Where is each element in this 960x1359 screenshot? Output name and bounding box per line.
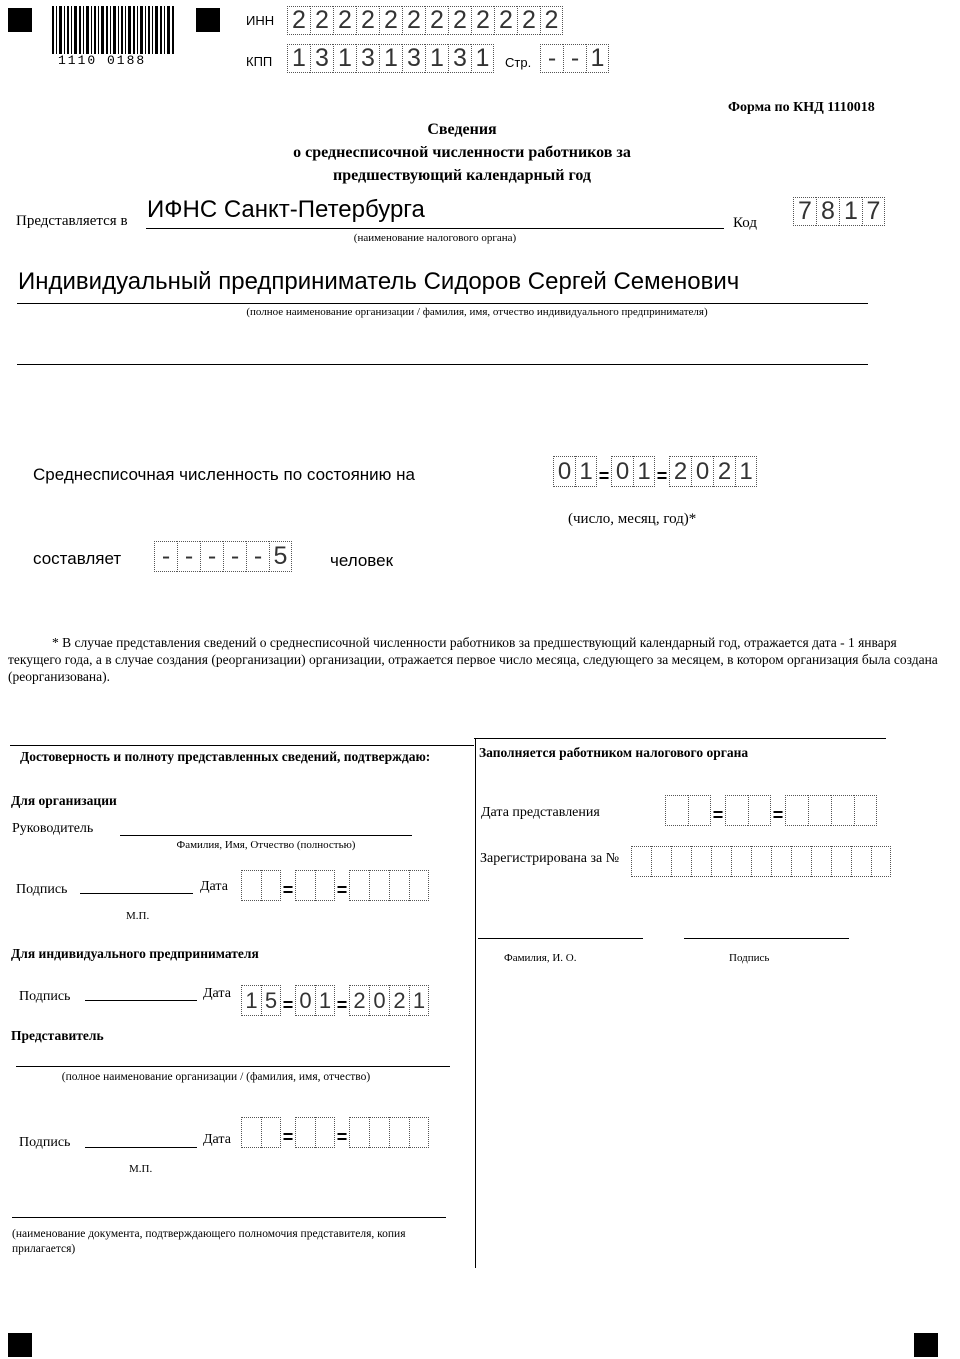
code-cells[interactable]: [793, 197, 885, 226]
rep-sign-line[interactable]: [85, 1147, 197, 1148]
digit-cell[interactable]: 2: [356, 6, 379, 35]
digit-cell[interactable]: [811, 846, 831, 877]
digit-cell[interactable]: -: [540, 44, 563, 73]
digit-cell[interactable]: 8: [816, 197, 839, 226]
barcode-number: 1110 0188: [58, 53, 147, 68]
kpp-cells[interactable]: [287, 44, 494, 73]
digit-cell[interactable]: [831, 795, 854, 826]
rep-date-label: Дата: [203, 1132, 231, 1147]
digit-cell[interactable]: [295, 1117, 315, 1148]
tax-name-line[interactable]: [478, 938, 643, 939]
digit-cell[interactable]: [241, 1117, 261, 1148]
digit-cell[interactable]: [851, 846, 871, 877]
digit-cell[interactable]: [651, 846, 671, 877]
digit-cell[interactable]: [691, 846, 711, 877]
tax-sign-line[interactable]: [684, 938, 849, 939]
head-label: Руководитель: [12, 821, 94, 836]
authority-caption: (наименование налогового органа): [353, 232, 517, 244]
confirm-top-line: [10, 745, 474, 746]
tax-reg-cells[interactable]: [631, 846, 891, 877]
tax-office-top-line: [474, 738, 886, 739]
digit-cell[interactable]: 2: [379, 6, 402, 35]
org-heading: Для организации: [11, 793, 117, 808]
digit-cell[interactable]: [409, 1117, 429, 1148]
rep-heading: Представитель: [11, 1028, 104, 1043]
digit-cell[interactable]: 1: [333, 44, 356, 73]
tax-name-caption: Фамилия, И. О.: [504, 952, 577, 964]
digit-cell[interactable]: 2: [448, 6, 471, 35]
digit-cell[interactable]: [349, 1117, 369, 1148]
digit-cell[interactable]: [295, 870, 315, 901]
head-underline[interactable]: [120, 835, 412, 836]
rep-date-cells[interactable]: [241, 1117, 429, 1148]
digit-cell[interactable]: 7: [862, 197, 885, 226]
digit-cell[interactable]: 2: [540, 6, 563, 35]
digit-cell[interactable]: 0: [369, 985, 389, 1016]
digit-cell[interactable]: 2: [494, 6, 517, 35]
digit-cell[interactable]: 1: [633, 456, 655, 487]
digit-cell[interactable]: 0: [553, 456, 575, 487]
date-separator: =: [336, 995, 348, 1015]
footnote: * В случае представления сведений о среднесписочной численности работников за предшествующий календарный год, отражается дата - 1 января текущего года, а в случае создания (реорганизации) организации, отражается первое число месяца, следующего за месяцем, в котором организация была создана (реорганизована).: [8, 635, 938, 684]
organization-caption: (полное наименование организации / фамилия, имя, отчество индивидуального предпринимателя): [246, 306, 708, 318]
digit-cell[interactable]: 2: [310, 6, 333, 35]
digit-cell[interactable]: 1: [586, 44, 609, 73]
headcount-date-cells[interactable]: [553, 456, 757, 487]
date-separator: =: [772, 805, 784, 825]
digit-cell[interactable]: [725, 795, 748, 826]
digit-cell[interactable]: [665, 795, 688, 826]
digit-cell[interactable]: 5: [269, 541, 292, 572]
digit-cell[interactable]: 2: [389, 985, 409, 1016]
date-separator: =: [336, 880, 348, 900]
rep-doc-line[interactable]: [12, 1217, 446, 1218]
digit-cell[interactable]: [261, 1117, 281, 1148]
inn-cells[interactable]: [287, 6, 563, 35]
tax-reg-label: Зарегистрирована за №: [480, 851, 620, 866]
date-separator: =: [598, 466, 610, 486]
digit-cell[interactable]: [871, 846, 891, 877]
digit-cell[interactable]: 5: [261, 985, 281, 1016]
digit-cell[interactable]: 1: [471, 44, 494, 73]
digit-cell[interactable]: -: [177, 541, 200, 572]
digit-cell[interactable]: 2: [517, 6, 540, 35]
org-sign-line[interactable]: [80, 893, 193, 894]
corner-marker-top-left: [8, 8, 32, 32]
date-separator: =: [336, 1127, 348, 1147]
organization-underline: [17, 303, 868, 304]
tax-sign-caption: Подпись: [729, 952, 770, 964]
digit-cell[interactable]: 1: [409, 985, 429, 1016]
rep-stamp: М.П.: [129, 1163, 153, 1175]
digit-cell[interactable]: [261, 870, 281, 901]
rep-caption: (полное наименование организации / (фамилия, имя, отчество): [61, 1071, 371, 1083]
authority-underline: [146, 228, 724, 229]
ip-date-label: Дата: [203, 986, 231, 1001]
tax-date-label: Дата представления: [481, 805, 600, 820]
digit-cell[interactable]: -: [246, 541, 269, 572]
headcount-amount-label: составляет: [33, 549, 122, 568]
tax-office-title: Заполняется работником налогового органа: [479, 745, 749, 760]
digit-cell[interactable]: 2: [333, 6, 356, 35]
barcode-image: [52, 6, 176, 54]
org-date-label: Дата: [200, 879, 228, 894]
authority-label: Представляется в: [16, 213, 128, 229]
digit-cell[interactable]: [241, 870, 261, 901]
rep-doc-caption: (наименование документа, подтверждающего полномочия представителя, копия прилагается): [12, 1228, 406, 1255]
section-divider: [475, 738, 476, 1268]
digit-cell[interactable]: -: [223, 541, 246, 572]
digit-cell[interactable]: [671, 846, 691, 877]
title-line-2: о среднесписочной численности работников за: [293, 144, 631, 161]
organization-value[interactable]: Индивидуальный предприниматель Сидоров Сергей Семенович: [18, 268, 740, 295]
inn-label: ИНН: [246, 13, 275, 28]
digit-cell[interactable]: 1: [425, 44, 448, 73]
digit-cell[interactable]: 1: [735, 456, 757, 487]
digit-cell[interactable]: [748, 795, 771, 826]
digit-cell[interactable]: 7: [793, 197, 816, 226]
corner-marker-bottom-right: [914, 1333, 938, 1357]
digit-cell[interactable]: [688, 795, 711, 826]
digit-cell[interactable]: [315, 870, 335, 901]
digit-cell[interactable]: [409, 870, 429, 901]
page-cells[interactable]: [540, 44, 609, 73]
digit-cell[interactable]: 2: [669, 456, 691, 487]
digit-cell[interactable]: [631, 846, 651, 877]
ip-date-cells[interactable]: [241, 985, 429, 1016]
digit-cell[interactable]: 2: [287, 6, 310, 35]
digit-cell[interactable]: 3: [448, 44, 471, 73]
ip-sign-line[interactable]: [85, 1000, 197, 1001]
code-label: Код: [733, 215, 757, 231]
title-line-1: Сведения: [427, 121, 497, 138]
digit-cell[interactable]: 3: [356, 44, 379, 73]
title-line-3: предшествующий календарный год: [333, 167, 591, 184]
digit-cell[interactable]: 3: [402, 44, 425, 73]
digit-cell[interactable]: 1: [241, 985, 261, 1016]
head-caption: Фамилия, Имя, Отчество (полностью): [176, 839, 356, 851]
authority-value[interactable]: ИФНС Санкт-Петербурга: [147, 196, 425, 223]
digit-cell[interactable]: 1: [379, 44, 402, 73]
digit-cell[interactable]: [751, 846, 771, 877]
digit-cell[interactable]: 2: [402, 6, 425, 35]
document-title: [0, 118, 924, 187]
organization-second-line: [17, 364, 868, 365]
digit-cell[interactable]: 0: [295, 985, 315, 1016]
headcount-unit-label: человек: [330, 551, 394, 570]
digit-cell[interactable]: [369, 870, 389, 901]
digit-cell[interactable]: 2: [471, 6, 494, 35]
digit-cell[interactable]: 2: [713, 456, 735, 487]
date-separator: =: [656, 466, 668, 486]
digit-cell[interactable]: -: [154, 541, 177, 572]
confirm-title: Достоверность и полноту представленных сведений, подтверждаю:: [20, 749, 431, 764]
digit-cell[interactable]: [389, 870, 409, 901]
rep-sign-label: Подпись: [19, 1135, 71, 1150]
digit-cell[interactable]: -: [563, 44, 586, 73]
date-separator: =: [712, 805, 724, 825]
digit-cell[interactable]: 3: [310, 44, 333, 73]
digit-cell[interactable]: [731, 846, 751, 877]
org-date-cells[interactable]: [241, 870, 429, 901]
digit-cell[interactable]: [771, 846, 791, 877]
tax-date-cells[interactable]: [665, 795, 877, 826]
digit-cell[interactable]: [854, 795, 877, 826]
headcount-amount-cells[interactable]: [154, 541, 292, 572]
date-separator: =: [282, 880, 294, 900]
digit-cell[interactable]: [349, 870, 369, 901]
corner-marker-bottom-left: [8, 1333, 32, 1357]
digit-cell[interactable]: 1: [575, 456, 597, 487]
digit-cell[interactable]: [808, 795, 831, 826]
org-sign-label: Подпись: [16, 882, 68, 897]
digit-cell[interactable]: 2: [349, 985, 369, 1016]
digit-cell[interactable]: [389, 1117, 409, 1148]
headcount-date-label: Среднесписочная численность по состоянию на: [33, 465, 415, 484]
rep-name-line[interactable]: [16, 1066, 450, 1067]
org-stamp: М.П.: [126, 910, 150, 922]
form-code: Форма по КНД 1110018: [728, 100, 875, 115]
digit-cell[interactable]: 1: [315, 985, 335, 1016]
digit-cell[interactable]: 2: [425, 6, 448, 35]
kpp-label: КПП: [246, 54, 273, 69]
digit-cell[interactable]: [315, 1117, 335, 1148]
page-label: Стр.: [505, 55, 532, 70]
digit-cell[interactable]: 1: [287, 44, 310, 73]
digit-cell[interactable]: 0: [691, 456, 713, 487]
date-separator: =: [282, 1127, 294, 1147]
digit-cell[interactable]: [791, 846, 811, 877]
headcount-date-caption: (число, месяц, год)*: [568, 511, 697, 527]
digit-cell[interactable]: -: [200, 541, 223, 572]
digit-cell[interactable]: [369, 1117, 389, 1148]
date-separator: =: [282, 995, 294, 1015]
ip-heading: Для индивидуального предпринимателя: [11, 946, 259, 961]
digit-cell[interactable]: [831, 846, 851, 877]
ip-sign-label: Подпись: [19, 989, 71, 1004]
digit-cell[interactable]: [711, 846, 731, 877]
digit-cell[interactable]: 0: [611, 456, 633, 487]
digit-cell[interactable]: 1: [839, 197, 862, 226]
corner-marker-top-right: [196, 8, 220, 32]
digit-cell[interactable]: [785, 795, 808, 826]
